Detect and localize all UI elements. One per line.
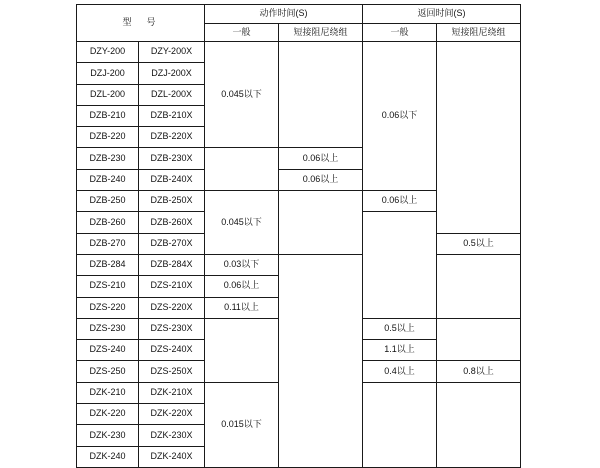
column-header-return-normal: 一般 <box>363 24 437 42</box>
cell-action-shorted-dzb230: 0.06以上 <box>279 148 363 169</box>
column-header-return-time: 返回时间(S) <box>363 5 521 24</box>
cell-action-shorted-empty <box>279 254 363 467</box>
cell-model-a: DZB-210 <box>77 105 139 126</box>
cell-return-shorted-dzs250: 0.8以上 <box>437 361 521 382</box>
cell-model-b: DZS-240X <box>139 340 205 361</box>
column-header-return-shorted-damping: 短接阻尼绕组 <box>437 24 521 42</box>
cell-model-a: DZB-250 <box>77 191 139 212</box>
cell-return-normal-dzs230: 0.5以上 <box>363 318 437 339</box>
cell-model-a: DZK-210 <box>77 382 139 403</box>
cell-model-a: DZJ-200 <box>77 63 139 84</box>
cell-model-b: DZK-210X <box>139 382 205 403</box>
cell-return-shorted-dzb270: 0.5以上 <box>437 233 521 254</box>
cell-model-a: DZB-270 <box>77 233 139 254</box>
cell-action-shorted-dzb240: 0.06以上 <box>279 169 363 190</box>
cell-model-b: DZK-230X <box>139 425 205 446</box>
cell-model-a: DZY-200 <box>77 42 139 63</box>
cell-model-b: DZS-210X <box>139 276 205 297</box>
cell-return-normal-empty <box>363 382 437 467</box>
cell-model-a: DZB-240 <box>77 169 139 190</box>
cell-action-shorted-empty <box>279 191 363 255</box>
cell-model-b: DZB-240X <box>139 169 205 190</box>
cell-return-shorted-empty <box>437 42 521 234</box>
cell-return-shorted-empty <box>437 318 521 361</box>
cell-model-b: DZB-250X <box>139 191 205 212</box>
cell-model-b: DZB-284X <box>139 254 205 275</box>
cell-model-a: DZB-284 <box>77 254 139 275</box>
cell-model-a: DZS-250 <box>77 361 139 382</box>
cell-model-b: DZK-240X <box>139 446 205 467</box>
cell-model-b: DZB-220X <box>139 127 205 148</box>
cell-model-a: DZK-240 <box>77 446 139 467</box>
column-header-model: 型 号 <box>77 5 205 42</box>
cell-return-normal-empty <box>363 212 437 318</box>
cell-model-a: DZS-220 <box>77 297 139 318</box>
cell-model-a: DZB-260 <box>77 212 139 233</box>
cell-model-a: DZS-230 <box>77 318 139 339</box>
cell-model-b: DZS-230X <box>139 318 205 339</box>
cell-return-normal-dzb250: 0.06以上 <box>363 191 437 212</box>
cell-action-normal-dzb284: 0.03以下 <box>205 254 279 275</box>
cell-model-b: DZY-200X <box>139 42 205 63</box>
cell-action-normal-dzs220: 0.11以上 <box>205 297 279 318</box>
cell-return-normal-dzs250: 0.4以上 <box>363 361 437 382</box>
table-row <box>77 254 521 275</box>
cell-model-a: DZS-240 <box>77 340 139 361</box>
cell-model-a: DZB-230 <box>77 148 139 169</box>
cell-model-b: DZB-230X <box>139 148 205 169</box>
cell-return-normal-dzs240: 1.1以上 <box>363 340 437 361</box>
cell-action-shorted-empty <box>279 42 363 148</box>
cell-model-a: DZK-230 <box>77 425 139 446</box>
cell-return-shorted-empty <box>437 382 521 467</box>
cell-model-b: DZJ-200X <box>139 63 205 84</box>
cell-return-normal-group1: 0.06以下 <box>363 42 437 191</box>
cell-model-b: DZK-220X <box>139 404 205 425</box>
column-header-action-normal: 一般 <box>205 24 279 42</box>
cell-action-normal-dzk: 0.015以下 <box>205 382 279 467</box>
cell-model-b: DZL-200X <box>139 84 205 105</box>
cell-model-b: DZS-250X <box>139 361 205 382</box>
cell-model-a: DZB-220 <box>77 127 139 148</box>
cell-model-b: DZB-210X <box>139 105 205 126</box>
cell-action-normal-dzs210: 0.06以上 <box>205 276 279 297</box>
cell-model-b: DZB-270X <box>139 233 205 254</box>
cell-model-a: DZK-220 <box>77 404 139 425</box>
cell-action-normal-empty <box>205 318 279 382</box>
column-header-action-time: 动作时间(S) <box>205 5 363 24</box>
column-header-action-shorted-damping: 短接阻尼绕组 <box>279 24 363 42</box>
cell-model-a: DZS-210 <box>77 276 139 297</box>
cell-model-b: DZB-260X <box>139 212 205 233</box>
cell-action-normal-empty <box>205 148 279 191</box>
cell-return-shorted-empty <box>437 254 521 318</box>
relay-timing-table <box>76 4 521 468</box>
cell-action-normal-group1: 0.045以下 <box>205 42 279 148</box>
cell-action-normal-group2: 0.045以下 <box>205 191 279 255</box>
cell-model-b: DZS-220X <box>139 297 205 318</box>
table-row <box>77 42 521 63</box>
cell-model-a: DZL-200 <box>77 84 139 105</box>
